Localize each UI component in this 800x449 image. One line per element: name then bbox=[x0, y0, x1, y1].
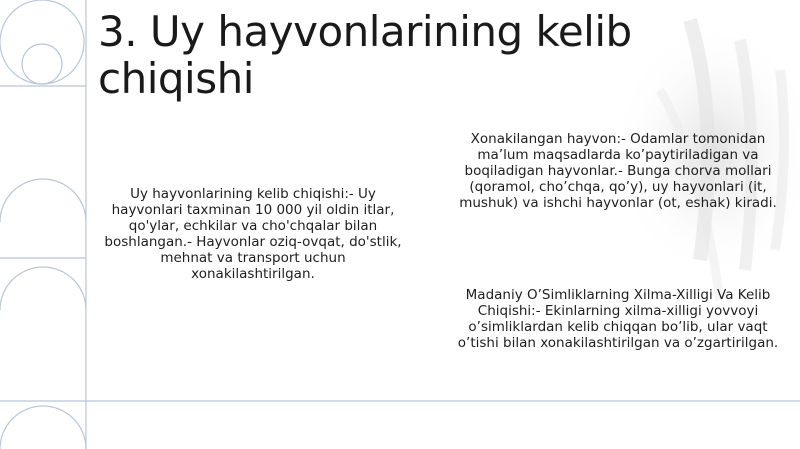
right-top-text-block: Xonakilangan hayvon:- Odamlar tomonidan ma’lum maqsadlarda ko’paytiriladigan va boqiladigan hayvonlar.- Bunga chorva mollari (qoramol, cho’chqa, qo’y), uy hayvonlari (it, mushuk) va ishchi hayvonlar (ot, eshak) kiradi. bbox=[459, 131, 777, 211]
left-text-block: Uy hayvonlarining kelib chiqishi:- Uy hayvonlari taxminan 10 000 yil oldin itlar, qo'ylar, echkilar va cho'chqalar bilan boshlangan.- Hayvonlar oziq-ovqat, do'stlik, mehnat va transport uchun xonakilashtirilgan. bbox=[104, 186, 402, 282]
right-bottom-text-block: Madaniy O’Simliklarning Xilma-Xilligi Va Kelib Chiqishi:- Ekinlarning xilma-xilligi yovvoyi o’simliklardan kelib chiqqan bo’lib, ular vaqt o’tishi bilan xonakilashtirilgan va o’zgartirilgan. bbox=[457, 287, 779, 351]
slide-title: 3. Uy hayvonlarining kelib chiqishi bbox=[98, 7, 632, 103]
